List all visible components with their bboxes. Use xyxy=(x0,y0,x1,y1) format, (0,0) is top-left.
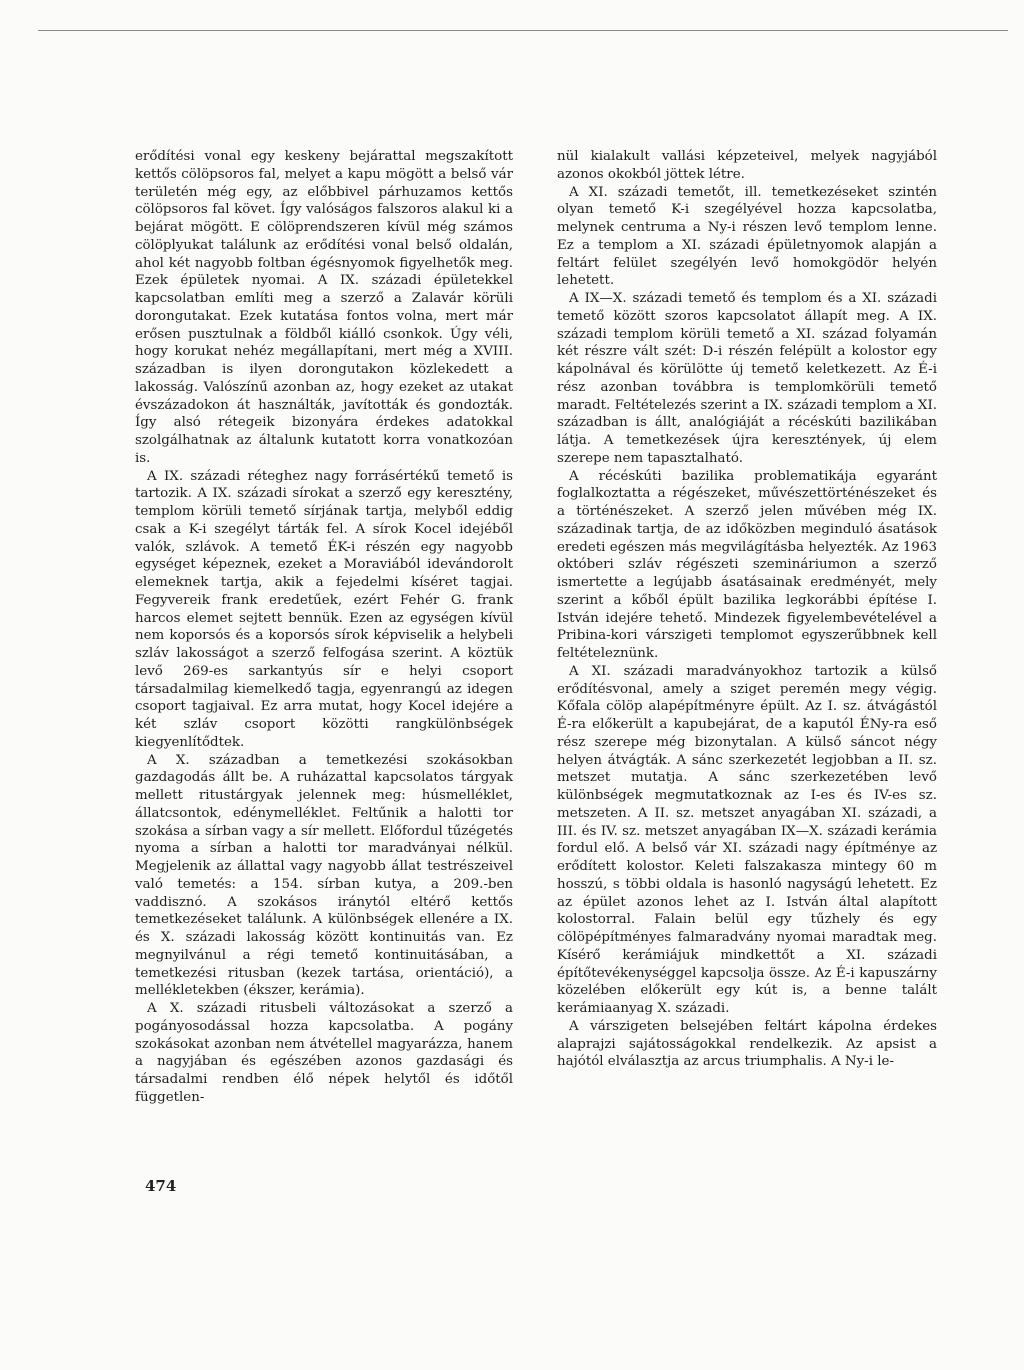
paragraph: nül kialakult vallási képzeteivel, melyek nagyjából azonos okokból jöttek létre. xyxy=(557,149,937,182)
top-rule xyxy=(38,30,1008,31)
paragraph: A XI. századi maradványokhoz tartozik a külső erődítésvonal, amely a sziget peremén megy végig. Kőfala cölöp alapépítményre épült. Az I. sz. átvágástól É-ra előkerült a kapubejárat, de a kaputól ÉNy-ra eső rész szerepe még bizonytalan. A külső sáncot négy helyen átvágták. A sánc szerkezetét legjobban a II. sz. metszet mutatja. A sánc szerkezetében levő különbségek megmutatkoznak az I-es és IV-es sz. metszeten. A II. sz. metszet anyagában XI. századi, a III. és IV. sz. metszet anyagában IX—X. századi kerámia fordul elő. A belső vár XI. századi nagy építménye az erődített kolostor. Keleti falszakasza mintegy 60 m hosszú, s többi oldala is hasonló nagyságú lehetett. Ez az épület azonos lehet az I. István által alapított kolostorral. Falain belül egy tűzhely és egy cölöpépítményes falmaradvány nyomai maradtak meg. Kísérő kerámiájuk mindkettőt a XI. századi építőtevékenységgel kapcsolja össze. Az É-i kapuszárny közelében előkerült egy kút is, a benne talált kerámiaanyag X. századi. xyxy=(557,663,937,1016)
paragraph: A IX—X. századi temető és templom és a XI. századi temető között szoros kapcsolatot állapít meg. A IX. századi templom körüli temető a XI. század folyamán két részre vált szét: D-i részén felépült a kolostor egy kápolnával és körülötte új temető keletkezett. Az É-i rész azonban továbbra is templomkörüli temető maradt. Feltételezés szerint a IX. századi templom a XI. században is állt, analógiáját a récéskúti bazilikában látja. A temetkezések újra keresztények, új elem szerepe nem tapasztalható. xyxy=(557,291,937,466)
paragraph: A récéskúti bazilika problematikája egyaránt foglalkoztatta a régészeket, művészettörténészeket és a történészeket. A szerző jelen művében még IX. századinak tartja, de az időközben meginduló ásatások eredeti egészen más megvilágításba helyezték. Az 1963 októberi szláv régészeti szemináriumon a szerző ismertette a legújabb ásatásainak eredményét, mely szerint a kőből épült bazilika legkorábbi építése I. István idejére tehető. Mindezek figyelembevételével a Pribina-kori várszigeti templomot egyszerűbbnek kell feltételeznünk. xyxy=(557,468,937,661)
paragraph: A X. századi ritusbeli változásokat a szerző a pogányosodással hozza kapcsolatba. A pogány szokásokat azonban nem átvétellel magyarázza, hanem a nagyjában és egészében azonos gazdasági és társadalmi rendben élő népek helytől és időtől független- xyxy=(135,1001,513,1105)
right-column xyxy=(557,148,937,1071)
paragraph: A XI. századi temetőt, ill. temetkezéseket szintén olyan temető K-i szegélyével hozza kapcsolatba, melynek centruma a Ny-i részen levő templom lenne. Ez a templom a XI. századi épületnyomok alapján a feltárt felület szegélyén levő homokgödör helyén lehetett. xyxy=(557,184,937,289)
paragraph: erődítési vonal egy keskeny bejárattal megszakított kettős cölöpsoros fal, melyet a kapu mögött a belső vár területén még egy, az előbbivel párhuzamos kettős cölöpsoros fal követ. Így valóságos falszoros alakul ki a bejárat mögött. E cölöprendszeren kívül még számos cölöplyukat találunk az erődítési vonal belső oldalán, ahol két nagyobb foltban égésnyomok figyelhetők meg. Ezek épületek nyomai. A IX. századi épületekkel kapcsolatban említi meg a szerző a Zalavár körüli dorongutakat. Ezek kutatása fontos volna, mert már erősen pusztulnak a földből kiálló csonkok. Úgy véli, hogy korukat nehéz megállapítani, mert még a XVIII. században is ilyen dorongutakon közlekedett a lakosság. Valószínű azonban az, hogy ezeket az utakat évszázadokon át használták, javították és gondozták. Így alsó rétegeik bizonyára érdekes adatokkal szolgálhatnak az általunk kutatott korra vonatkozóan is. xyxy=(135,149,513,466)
left-column xyxy=(135,148,513,1107)
page-number: 474 xyxy=(145,1177,177,1195)
paragraph: A várszigeten belsejében feltárt kápolna érdekes alaprajzi sajátosságokkal rendelkezik. Az apsist a hajótól elválasztja az arcus triumphalis. A Ny-i le- xyxy=(557,1018,937,1070)
paragraph: A IX. századi réteghez nagy forrásértékű temető is tartozik. A IX. századi sírokat a szerző egy keresztény, templom körüli temető sírjának tartja, melyből eddig csak a K-i szegélyt tárták fel. A sírok Kocel idejéből valók, szlávok. A temető ÉK-i részén egy nagyobb egységet képeznek, ezeket a Moraviából idevándorolt elemeknek tartja, akik a fejedelmi kíséret tagjai. Fegyvereik frank eredetűek, ezért Fehér G. frank harcos elemet sejtett bennük. Ezen az egységen kívül nem koporsós és a koporsós sírok képviselik a helybeli szláv lakosságot a szerző felfogása szerint. A köztük levő 269-es sarkantyús sír e helyi csoport társadalmilag kiemelkedő tagja, egyenrangú az idegen csoport tagjaival. Ez arra mutat, hogy Kocel idejére a két szláv csoport közötti rangkülönbségek kiegyenlítődtek. xyxy=(135,468,513,750)
paragraph: A X. században a temetkezési szokásokban gazdagodás állt be. A ruházattal kapcsolatos tárgyak mellett ritustárgyak jelennek meg: húsmelléklet, állatcsontok, edénymelléklet. Feltűnik a halotti tor szokása a sírban vagy a sír mellett. Előfordul tűzégetés nyoma a sírban a halotti tor maradványai nélkül. Megjelenik az állattal vagy nagyobb állat testrészeivel való temetés: a 154. sírban kutya, a 209.-ben vaddisznó. A szokásos iránytól eltérő kettős temetkezéseket találunk. A különbségek ellenére a IX. és X. századi lakosság között kontinuitás van. Ez megnyilvánul a régi temető kontinuitásában, a temetkezési ritusban (kezek tartása, orientáció), a mellékletekben (ékszer, kerámia). xyxy=(135,752,513,999)
